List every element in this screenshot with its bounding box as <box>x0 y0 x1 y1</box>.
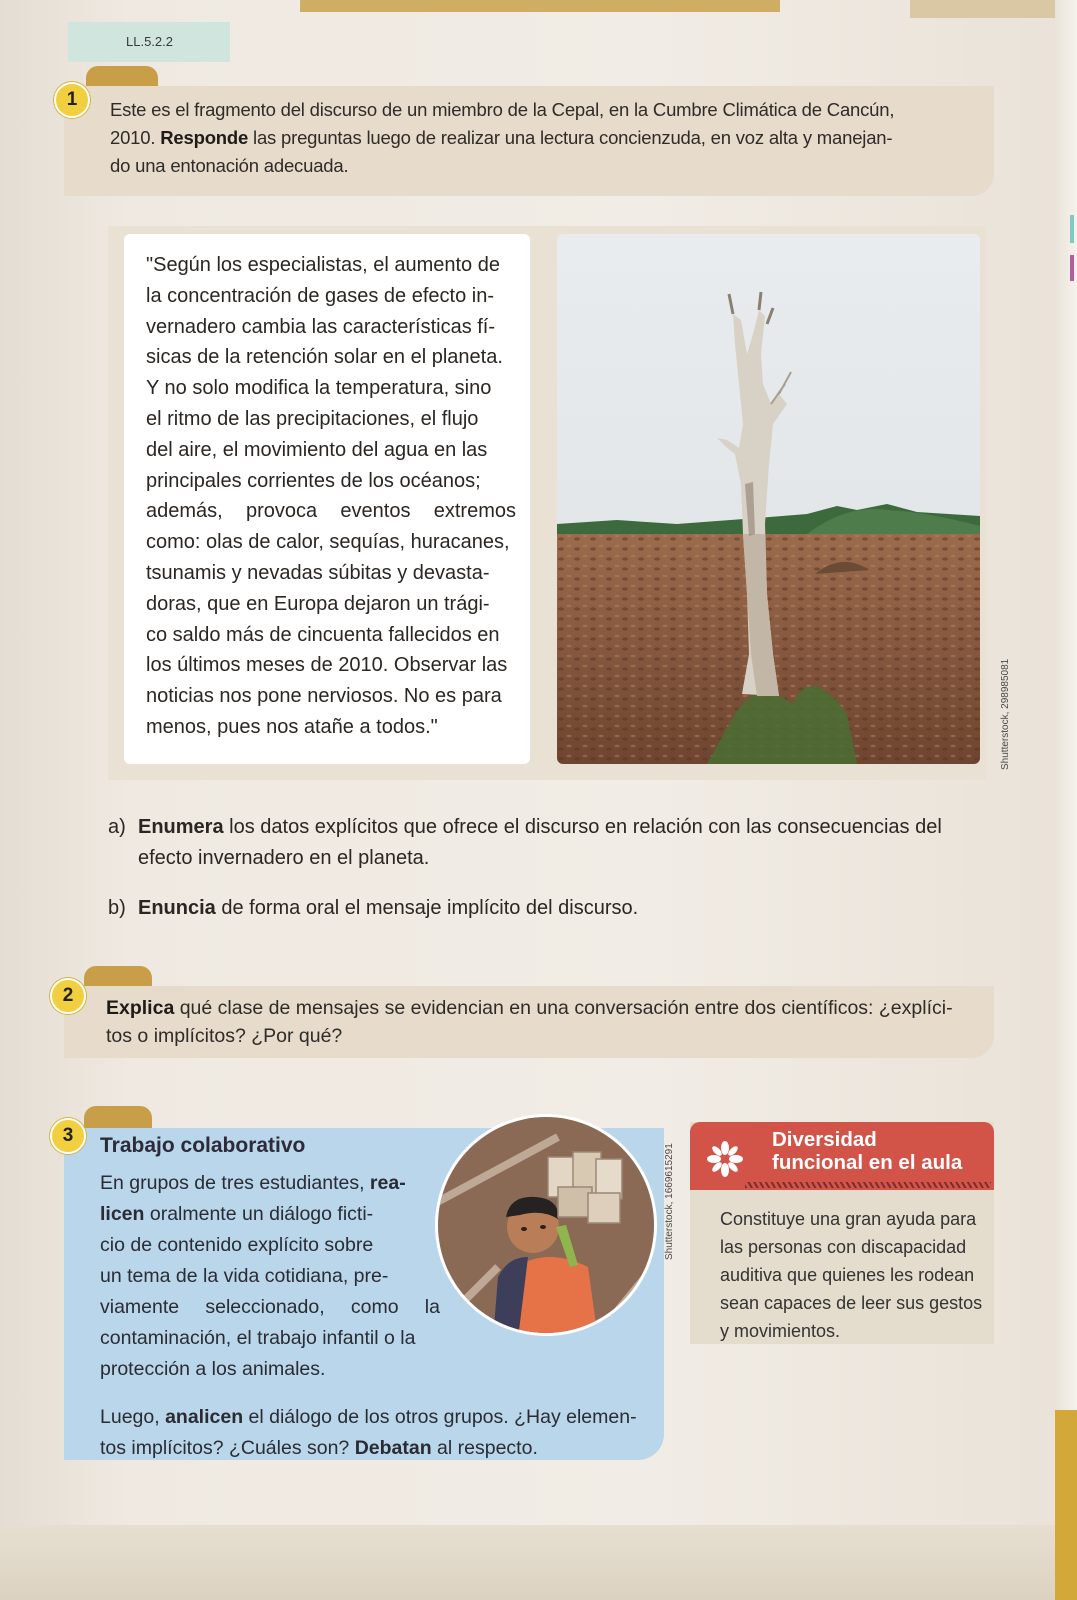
decorative-stripes <box>745 1182 991 1188</box>
instruction-line: viamente seleccionado, como la <box>100 1296 440 1318</box>
instruction-line: cio de contenido explícito sobre <box>100 1234 374 1256</box>
bold-verb: rea- <box>369 1172 406 1194</box>
text-span: los datos explícitos que ofrece el discurso en relación con las consecuencias del <box>223 816 942 838</box>
dead-tree-illustration <box>557 234 980 764</box>
instruction-line: un tema de la vida cotidiana, pre- <box>100 1265 389 1287</box>
edge-marker <box>1070 215 1074 243</box>
bold-verb: Enuncia <box>138 897 216 919</box>
bold-verb: Enumera <box>138 816 224 838</box>
question-1-line: do una entonación adecuada. <box>110 155 349 176</box>
quote-line: co saldo más de cincuenta fallecidos en <box>146 623 500 646</box>
sidebar-line: y movimientos. <box>720 1321 841 1341</box>
text-span: qué clase de mensajes se evidencian en una conversación entre dos científicos: ¿explíci- <box>174 997 953 1019</box>
text-span: 2010. <box>110 127 161 148</box>
title-line: funcional en el aula <box>772 1151 963 1174</box>
child-carrying-bricks-illustration <box>438 1117 657 1336</box>
question-1-line: Este es el fragmento del discurso de un miembro de la Cepal, en la Cumbre Climática de Cancún, <box>110 99 895 120</box>
question-2-text <box>106 994 953 1050</box>
text-span: de forma oral el mensaje implícito del discurso. <box>215 897 639 919</box>
text-span: las preguntas luego de realizar una lectura concienzuda, en voz alta y manejan- <box>248 127 893 148</box>
subquestion-b <box>108 893 638 924</box>
skill-code-tag: LL.5.2.2 <box>68 22 230 62</box>
collaborative-work-title: Trabajo colaborativo <box>100 1134 306 1157</box>
question-tab <box>84 1106 152 1128</box>
text-span: En grupos de tres estudiantes, <box>100 1172 370 1194</box>
text-span: al respecto. <box>431 1437 538 1459</box>
quote-line: tsunamis y nevadas súbitas y devasta- <box>146 561 490 584</box>
sidebar-line: Constituye una gran ayuda para <box>720 1209 977 1229</box>
subquestion-label: b) <box>108 897 126 919</box>
title-line: Diversidad <box>772 1128 877 1151</box>
collaborative-instructions <box>100 1168 440 1385</box>
quote-line: la concentración de gases de efecto in- <box>146 284 494 307</box>
flower-icon <box>706 1140 744 1178</box>
bottom-band <box>0 1525 1077 1600</box>
quote-line: principales corrientes de los océanos; <box>146 469 481 492</box>
quote-line: doras, que en Europa dejaron un trági- <box>146 592 490 615</box>
subquestion-a-line: efecto invernadero en el planeta. <box>138 847 430 869</box>
bold-verb: Debatan <box>354 1437 432 1459</box>
quote-line: noticias nos pone nerviosos. No es para <box>146 685 502 708</box>
bold-verb: licen <box>100 1203 145 1225</box>
quote-line: vernadero cambia las características fí- <box>146 315 496 338</box>
photo-credit: Shutterstock, 1669615291 <box>664 1143 675 1260</box>
quote-line: "Según los especialistas, el aumento de <box>146 254 500 276</box>
instruction-line <box>100 1199 440 1230</box>
quote-line: el ritmo de las precipitaciones, el flujo <box>146 407 479 430</box>
question-number-badge: 2 <box>50 978 86 1014</box>
top-heading-fragment <box>300 0 780 12</box>
bold-verb: Explica <box>106 997 175 1019</box>
text-span: tos implícitos? ¿Cuáles son? <box>100 1437 355 1459</box>
photo-credit: Shutterstock, 298985081 <box>1000 658 1011 770</box>
edge-marker <box>1070 255 1074 281</box>
followup-line <box>100 1433 637 1464</box>
functional-diversity-title <box>772 1128 962 1174</box>
quote-line: como: olas de calor, sequías, huracanes, <box>146 531 510 554</box>
top-right-tab <box>910 0 1070 18</box>
question-tab <box>84 966 152 988</box>
quote-line: sicas de la retención solar en el planeta. <box>146 346 503 369</box>
bold-verb: analicen <box>165 1406 244 1428</box>
question-number-badge: 1 <box>54 82 90 118</box>
functional-diversity-text <box>720 1205 982 1345</box>
quote-line: menos, pues nos atañe a todos." <box>146 715 438 738</box>
text-span: el diálogo de los otros grupos. ¿Hay elemen- <box>243 1406 637 1428</box>
quote-line: Y no solo modifica la temperatura, sino <box>146 377 492 400</box>
dead-tree-field-photo <box>557 234 980 764</box>
quote-line: además, provoca eventos extremos <box>146 500 516 523</box>
quote-line: los últimos meses de 2010. Observar las <box>146 654 508 677</box>
followup-line <box>100 1402 637 1433</box>
question-2-line <box>106 994 953 1022</box>
subquestion-label: a) <box>108 816 126 838</box>
question-1-text <box>110 96 894 180</box>
question-1-line <box>110 124 894 152</box>
sidebar-line: las personas con discapacidad <box>720 1237 967 1257</box>
quote-line: del aire, el movimiento del agua en las <box>146 438 488 461</box>
collaborative-followup <box>100 1402 637 1464</box>
subquestion-a <box>108 812 942 874</box>
question-number-badge: 3 <box>50 1118 86 1154</box>
sidebar-line: auditiva que quienes les rodean <box>720 1265 975 1285</box>
subquestion-a-line <box>108 816 942 838</box>
instruction-line: protección a los animales. <box>100 1358 326 1380</box>
child-labor-photo <box>435 1114 657 1336</box>
text-span: oralmente un diálogo ficti- <box>144 1203 374 1225</box>
instruction-line <box>100 1168 440 1199</box>
text-span: Luego, <box>100 1406 166 1428</box>
speech-quote-box <box>124 234 530 764</box>
instruction-line: contaminación, el trabajo infantil o la <box>100 1327 416 1349</box>
sidebar-line: sean capaces de leer sus gestos <box>720 1293 983 1313</box>
question-2-line: tos o implícitos? ¿Por qué? <box>106 1025 343 1047</box>
bold-verb: Responde <box>160 127 249 148</box>
page-corner-tab <box>1055 1410 1077 1600</box>
question-tab <box>86 66 158 88</box>
